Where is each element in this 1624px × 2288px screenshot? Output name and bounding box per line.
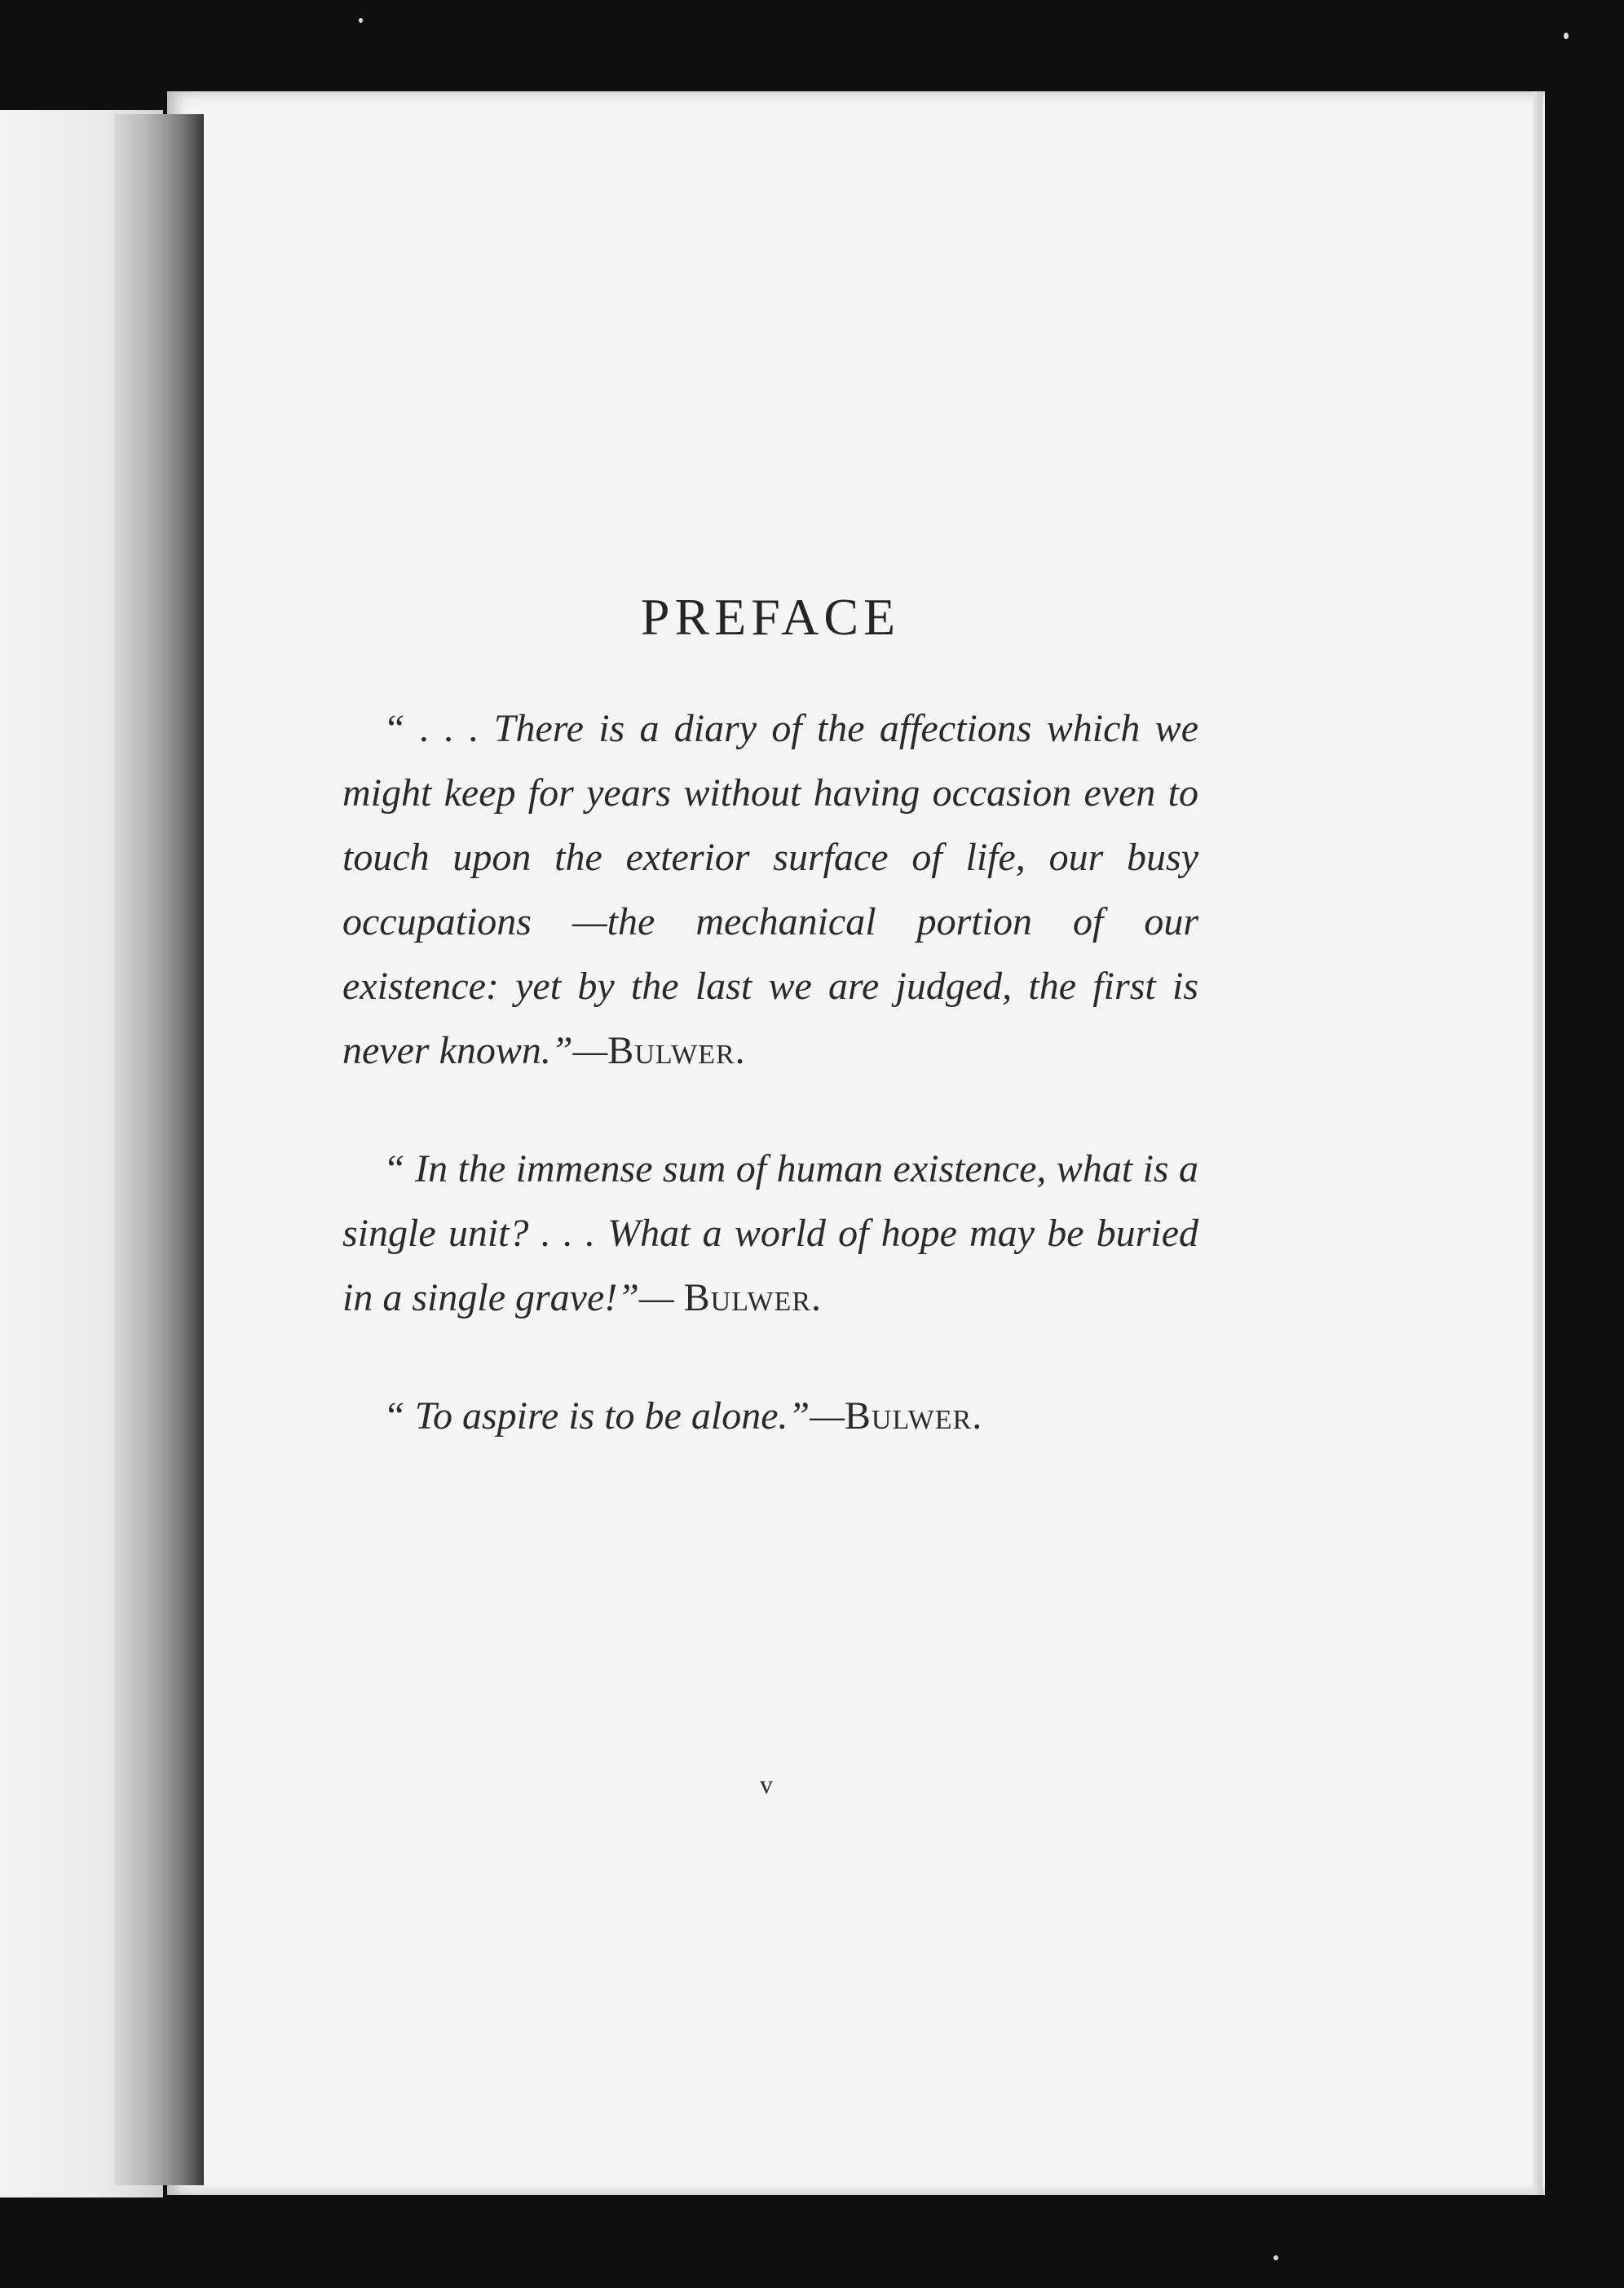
quote-paragraph: [342, 696, 1198, 1083]
quote-attribution: Bulwer.: [844, 1394, 983, 1438]
quote-paragraph: [342, 1137, 1198, 1330]
dust-speck: [359, 18, 363, 23]
quote-paragraph: [342, 1384, 1198, 1448]
page-right-edge: [1533, 91, 1542, 2195]
book-gutter: [114, 114, 204, 2185]
page-number: v: [760, 1769, 773, 1799]
page-title: PREFACE: [640, 588, 901, 646]
quote-attribution: Bulwer.: [607, 1029, 746, 1072]
dust-speck: [1564, 33, 1569, 39]
quote-text: “ In the immense sum of human existence, what is a single unit? . . . What a world of hope may be buried in a single grave!”—: [342, 1147, 1198, 1319]
preface-content: [342, 587, 1198, 1448]
quote-attribution: Bulwer.: [683, 1276, 822, 1319]
quote-text: “ . . . There is a diary of the affections which we might keep for years without having occasion even to touch upon the exterior surface of life, our busy occupations —the mechanical portion of our existence: yet by the last we are judged, the first is never known.”—: [342, 707, 1198, 1072]
quote-text: “ To aspire is to be alone.”—: [383, 1394, 845, 1438]
dust-speck: [1273, 2255, 1278, 2260]
